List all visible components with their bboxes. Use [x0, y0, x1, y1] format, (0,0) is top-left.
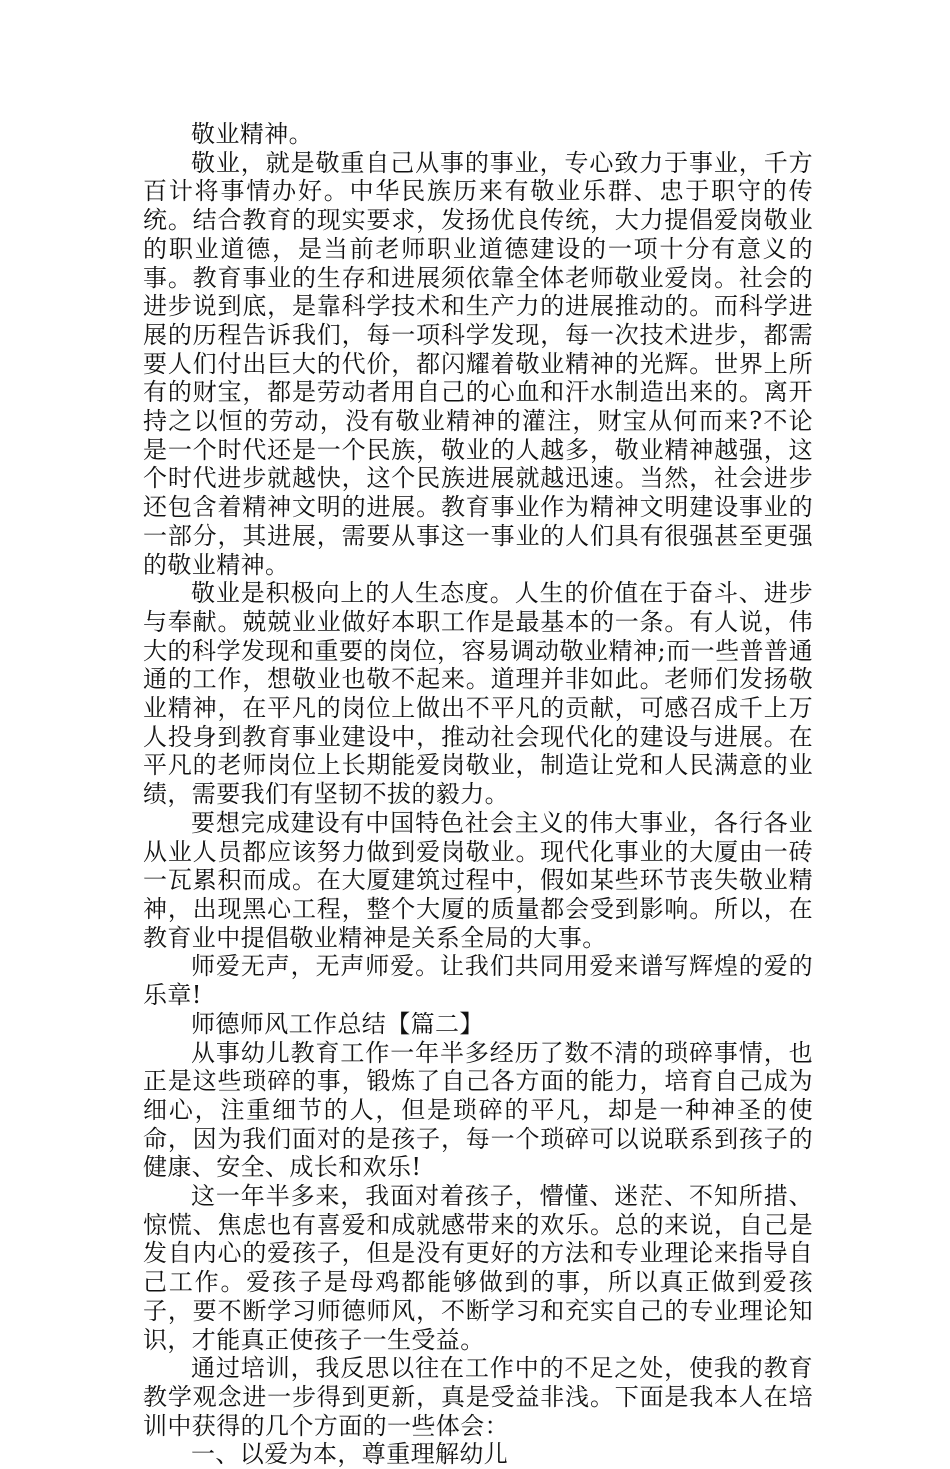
paragraph-8: 这一年半多来，我面对着孩子，懵懂、迷茫、不知所措、惊慌、焦虑也有喜爱和成就感带来的欢乐。总的来说，自己是发自内心的爱孩子，但是没有更好的方法和专业理论来指导自己工作。爱孩子是母鸡都能够做到的事，所以真正做到爱孩子，要不断学习师德师风，不断学习和充实自己的专业理论知识，才能真正使孩子一生受益。 — [143, 1182, 813, 1354]
paragraph-3: 敬业是积极向上的人生态度。人生的价值在于奋斗、进步与奉献。兢兢业业做好本职工作是最基本的一条。有人说，伟大的科学发现和重要的岗位，容易调动敬业精神;而一些普普通通的工作，想敬业也敬不起来。道理并非如此。老师们发扬敬业精神，在平凡的岗位上做出不平凡的贡献，可感召成千上万人投身到教育事业建设中，推动社会现代化的建设与进展。在平凡的老师岗位上长期能爱岗敬业，制造让党和人民满意的业绩，需要我们有坚韧不拔的毅力。 — [143, 579, 813, 809]
paragraph-2: 敬业，就是敬重自己从事的事业，专心致力于事业，千方百计将事情办好。中华民族历来有敬业乐群、忠于职守的传统。结合教育的现实要求，发扬优良传统，大力提倡爱岗敬业的职业道德，是当前老师职业道德建设的一项十分有意义的事。教育事业的生存和进展须依靠全体老师敬业爱岗。社会的进步说到底，是靠科学技术和生产力的进展推动的。而科学进展的历程告诉我们，每一项科学发现，每一次技术进步，都需要人们付出巨大的代价，都闪耀着敬业精神的光辉。世界上所有的财宝，都是劳动者用自己的心血和汗水制造出来的。离开持之以恒的劳动，没有敬业精神的灌注，财宝从何而来?不论是一个时代还是一个民族，敬业的人越多，敬业精神越强，这个时代进步就越快，这个民族进展就越迅速。当然，社会进步还包含着精神文明的进展。教育事业作为精神文明建设事业的一部分，其进展，需要从事这一事业的人们具有很强甚至更强的敬业精神。 — [143, 148, 813, 579]
paragraph-5: 师爱无声，无声师爱。让我们共同用爱来谱写辉煌的爱的乐章! — [143, 952, 813, 1010]
section-heading: 师德师风工作总结【篇二】 — [191, 1009, 484, 1038]
paragraph-9: 通过培训，我反思以往在工作中的不足之处，使我的教育教学观念进一步得到更新，真是受益非浅。下面是我本人在培训中获得的几个方面的一些体会： — [143, 1354, 813, 1440]
paragraph-7: 从事幼儿教育工作一年半多经历了数不清的琐碎事情，也正是这些琐碎的事，锻炼了自己各方面的能力，培育自己成为细心，注重细节的人，但是琐碎的平凡，却是一种神圣的使命，因为我们面对的是孩子，每一个琐碎可以说联系到孩子的健康、安全、成长和欢乐! — [143, 1038, 813, 1182]
paragraph-1: 敬业精神。 — [191, 120, 313, 148]
paragraph-4: 要想完成建设有中国特色社会主义的伟大事业，各行各业从业人员都应该努力做到爱岗敬业。现代化事业的大厦由一砖一瓦累积而成。在大厦建筑过程中，假如某些环节丧失敬业精神，出现黑心工程，整个大厦的质量都会受到影响。所以，在教育业中提倡敬业精神是关系全局的大事。 — [143, 808, 813, 952]
document-body — [143, 120, 813, 1469]
subheading: 一、以爱为本，尊重理解幼儿 — [191, 1440, 509, 1469]
